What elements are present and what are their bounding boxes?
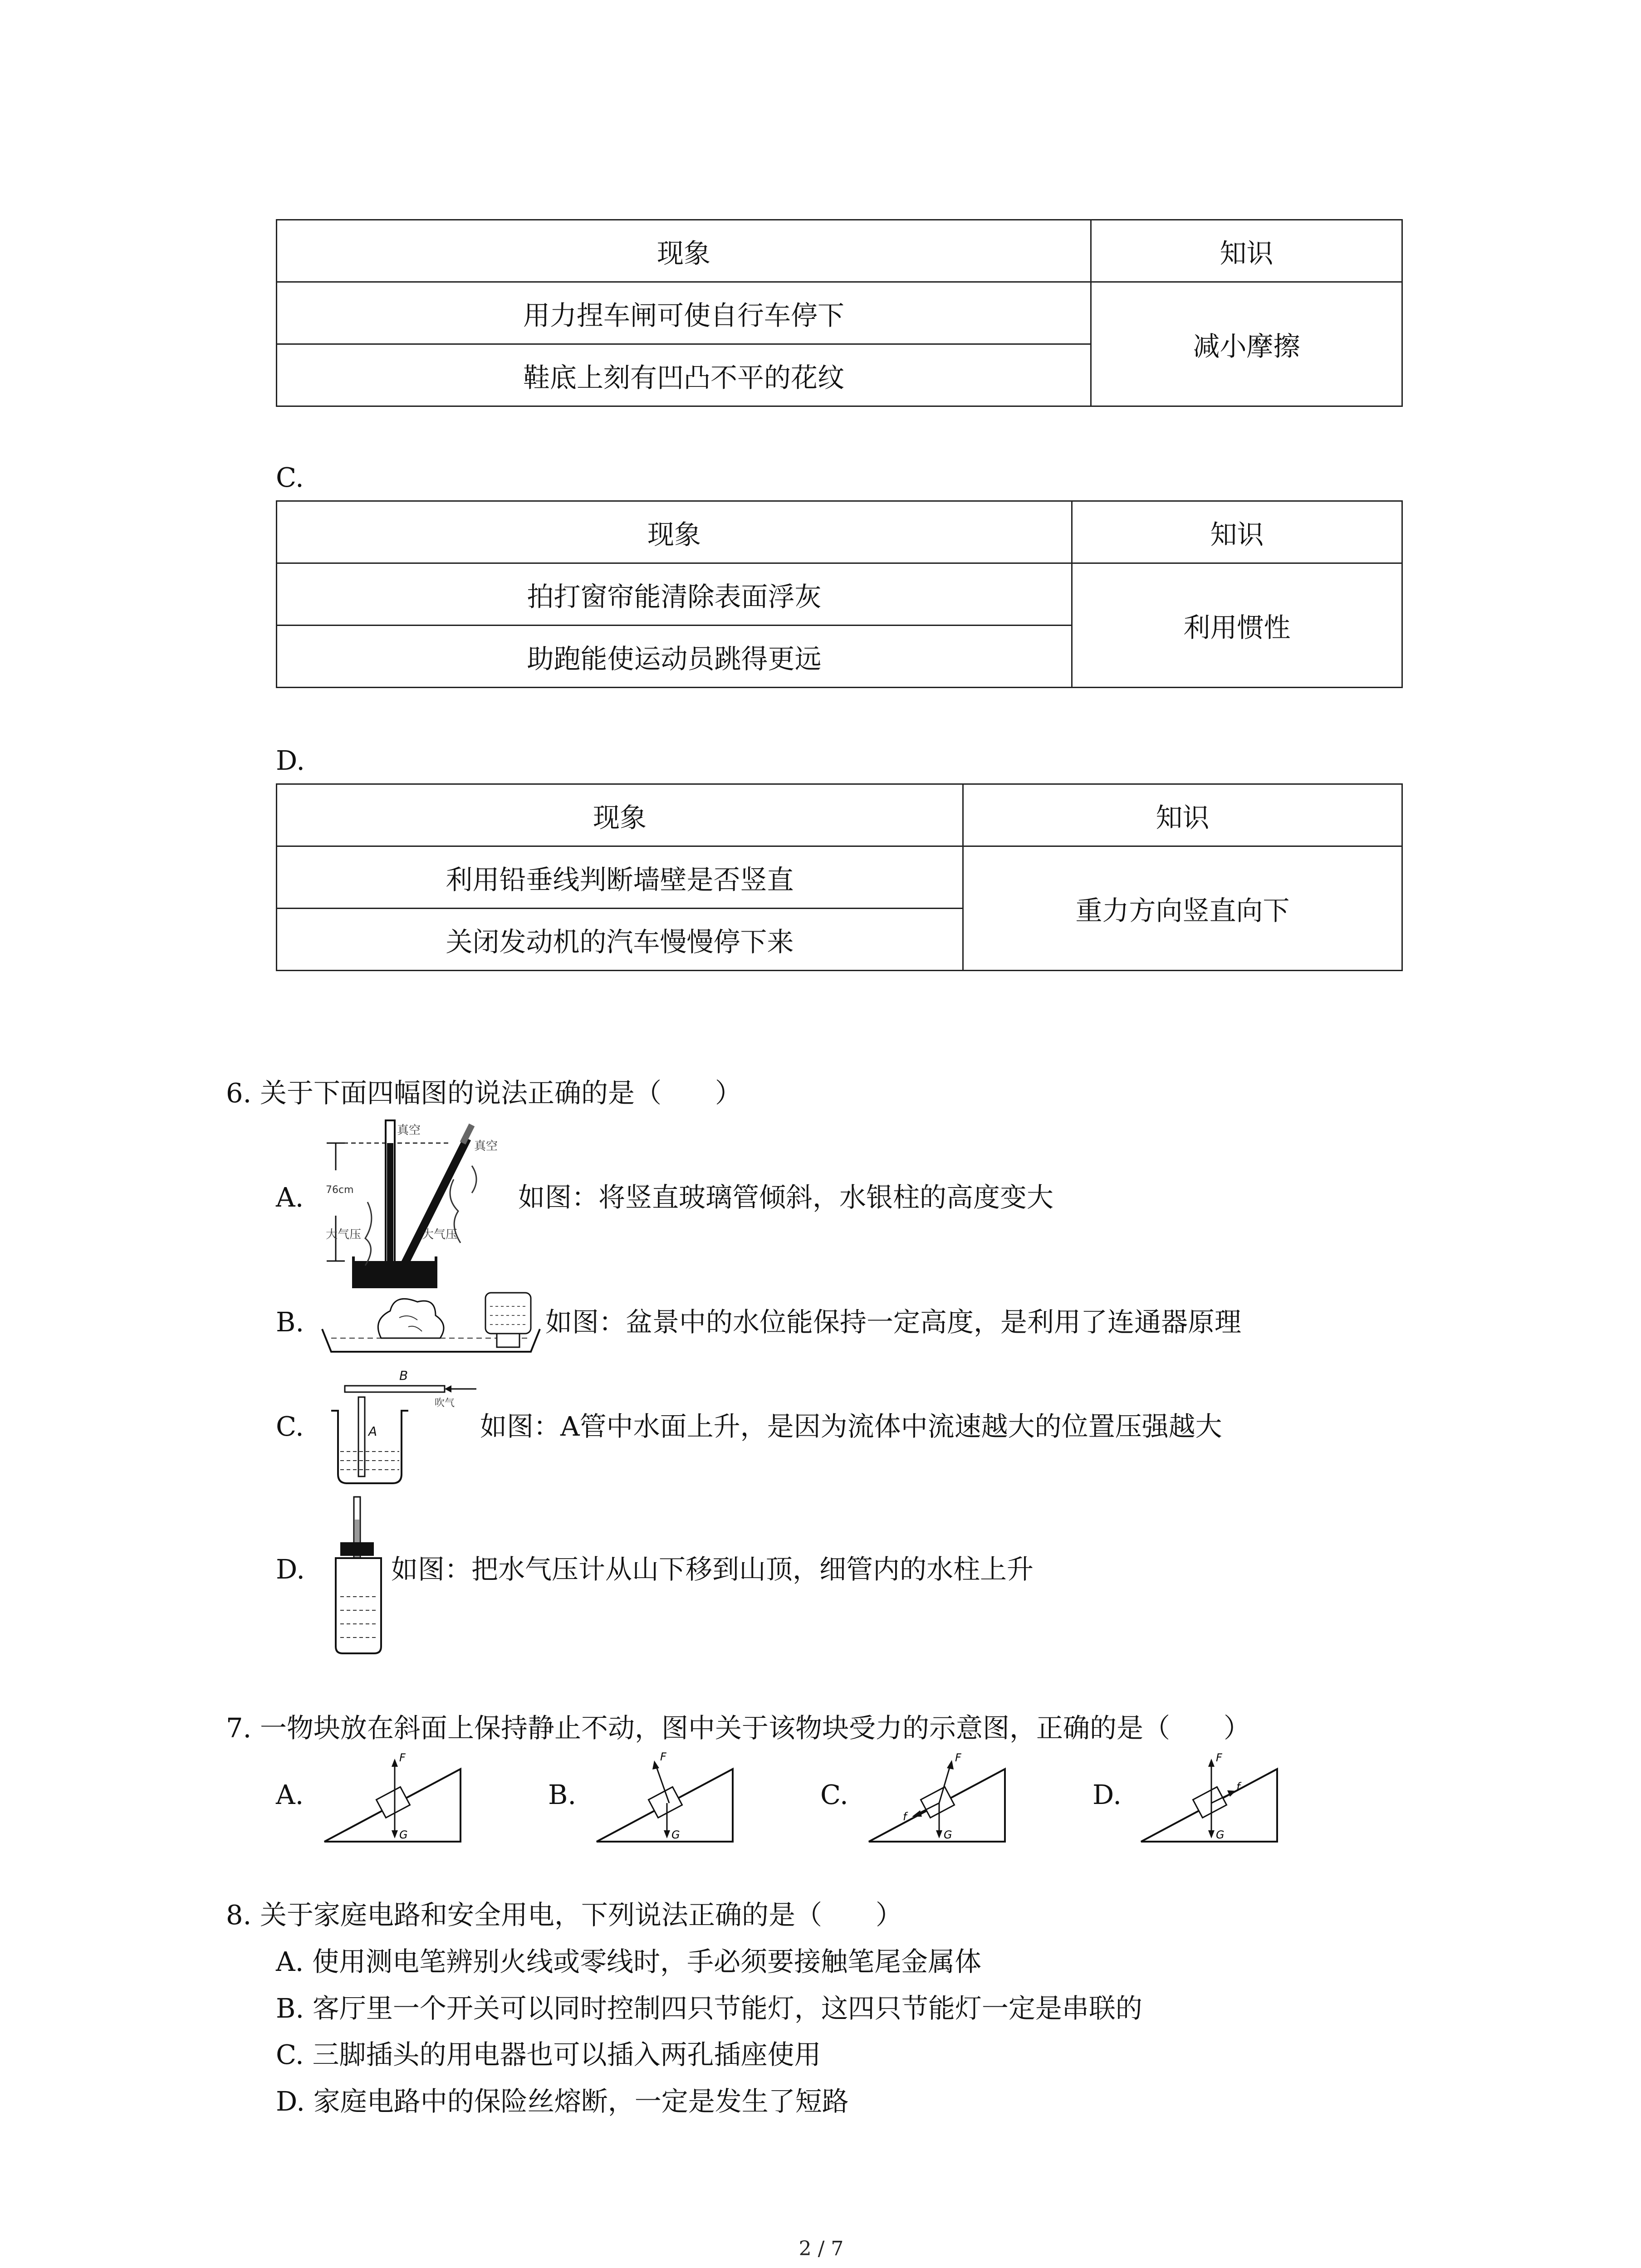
page-number: 2 / 7 — [798, 2237, 844, 2260]
q7-option-c-label: C. — [820, 1779, 848, 1810]
table-c-header-knowledge: 知识 — [1072, 501, 1402, 563]
table-b-header-knowledge: 知识 — [1091, 220, 1402, 282]
fig-a-atm-label-1: 大气压 — [326, 1228, 362, 1242]
q7-c-force-g: G — [944, 1828, 952, 1841]
q6-figure-b-bonsai — [318, 1284, 544, 1365]
table-d-row-1: 利用铅垂线判断墙壁是否竖直 — [277, 846, 963, 909]
fig-a-vacuum-label-1: 真空 — [397, 1124, 421, 1137]
q7-c-force-friction: f — [903, 1810, 907, 1823]
q7-a-force-g: G — [399, 1828, 408, 1841]
q7-stem: 7. 一物块放在斜面上保持静止不动，图中关于该物块受力的示意图，正确的是（ ） — [226, 1712, 1251, 1744]
table-b-knowledge: 减小摩擦 — [1091, 282, 1402, 406]
table-d-knowledge: 重力方向竖直向下 — [963, 846, 1402, 971]
fig-a-vacuum-label-2: 真空 — [474, 1139, 498, 1153]
table-b-header-phenomenon: 现象 — [277, 220, 1091, 282]
q6-option-d-text: 如图：把水气压计从山下移到山顶，细管内的水柱上升 — [391, 1554, 1034, 1585]
table-d-row-2: 关闭发动机的汽车慢慢停下来 — [277, 909, 963, 971]
table-d-header-phenomenon: 现象 — [277, 784, 963, 846]
knowledge-table-b — [276, 219, 1403, 407]
q6-figure-c-blow-tube — [318, 1365, 490, 1488]
table-c-row-2: 助跑能使运动员跳得更远 — [277, 626, 1072, 688]
fig-a-height-label: 76cm — [326, 1184, 354, 1196]
fig-c-blow-label: 吹气 — [435, 1398, 455, 1409]
fig-c-tube-b-label: B — [399, 1368, 408, 1383]
q6-option-b-text: 如图：盆景中的水位能保持一定高度，是利用了连通器原理 — [545, 1306, 1242, 1338]
q7-a-force-f: F — [399, 1751, 406, 1764]
q7-option-b-label: B. — [548, 1779, 577, 1810]
q7-d-force-friction: f — [1236, 1780, 1240, 1793]
q6-option-b-label: B. — [276, 1306, 304, 1338]
fig-c-tube-a-label: A — [368, 1424, 377, 1439]
q8-option-d: D. 家庭电路中的保险丝熔断，一定是发生了短路 — [276, 2086, 849, 2117]
q7-figure-d-incline — [1139, 1749, 1284, 1846]
table-c-header-phenomenon: 现象 — [277, 501, 1072, 563]
q7-c-force-f: F — [955, 1751, 961, 1764]
option-c-label: C. — [276, 462, 304, 493]
q8-option-b: B. 客厅里一个开关可以同时控制四只节能灯，这四只节能灯一定是串联的 — [276, 1993, 1142, 2024]
q7-option-a-label: A. — [276, 1779, 304, 1810]
table-b-row-2: 鞋底上刻有凹凸不平的花纹 — [277, 344, 1091, 406]
option-d-label: D. — [276, 745, 305, 776]
q7-b-force-f: F — [660, 1750, 666, 1763]
q7-d-force-g: G — [1216, 1828, 1225, 1841]
q6-stem: 6. 关于下面四幅图的说法正确的是（ ） — [226, 1077, 742, 1109]
q6-figure-a-torricelli — [318, 1111, 517, 1293]
q6-figure-d-barometer — [318, 1492, 399, 1656]
q7-d-force-f: F — [1216, 1751, 1222, 1764]
q7-b-force-g: G — [671, 1828, 680, 1841]
fig-a-atm-label-2: 大气压 — [422, 1228, 458, 1242]
q7-option-d-label: D. — [1092, 1779, 1122, 1810]
q7-figure-a-incline — [322, 1749, 467, 1846]
q7-figure-c-incline — [867, 1749, 1012, 1846]
q8-option-a: A. 使用测电笔辨别火线或零线时，手必须要接触笔尾金属体 — [276, 1946, 982, 1977]
table-d-header-knowledge: 知识 — [963, 784, 1402, 846]
q8-stem: 8. 关于家庭电路和安全用电，下列说法正确的是（ ） — [226, 1899, 903, 1931]
q6-option-a-label: A. — [276, 1182, 304, 1213]
q8-option-c: C. 三脚插头的用电器也可以插入两孔插座使用 — [276, 2039, 821, 2070]
q6-option-c-text: 如图：A管中水面上升，是因为流体中流速越大的位置压强越大 — [480, 1411, 1222, 1442]
table-c-knowledge: 利用惯性 — [1072, 563, 1402, 688]
q6-option-d-label: D. — [276, 1554, 305, 1585]
table-c-row-1: 拍打窗帘能清除表面浮灰 — [277, 563, 1072, 626]
q6-option-a-text: 如图：将竖直玻璃管倾斜，水银柱的高度变大 — [518, 1182, 1054, 1213]
q7-figure-b-incline — [594, 1749, 740, 1846]
table-b-row-1: 用力捏车闸可使自行车停下 — [277, 282, 1091, 344]
q6-option-c-label: C. — [276, 1411, 304, 1442]
knowledge-table-d — [276, 783, 1403, 971]
knowledge-table-c — [276, 500, 1403, 688]
